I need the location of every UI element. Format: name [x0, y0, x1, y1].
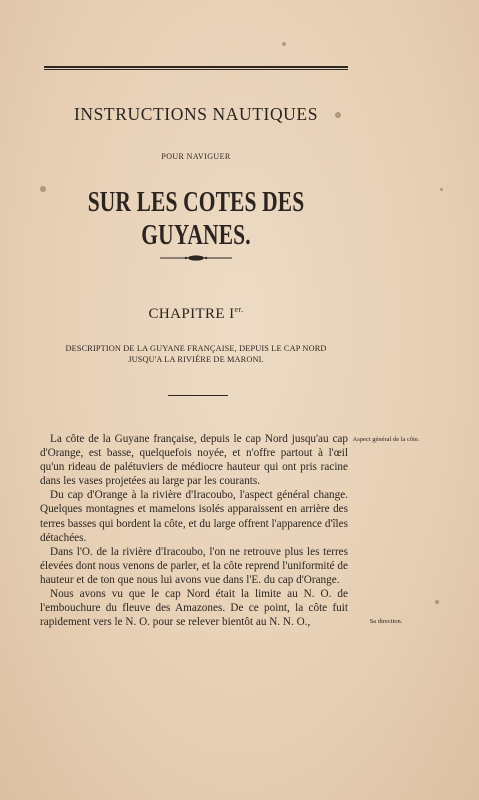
- chapter-heading: [0, 305, 392, 323]
- ornament-divider: [160, 253, 232, 263]
- paragraph: Nous avons vu que le cap Nord était la limite au N. O. de l'embouchure du fleuve des Amazones. De ce point, la côte fuit rapidement vers le N. O. pour se relever bientôt au N. N. O.,: [40, 588, 348, 629]
- header-rule: [44, 66, 348, 70]
- document-subtitle: SUR LES COTES DES GUYANES.: [87, 186, 305, 251]
- margin-note-direction: Sa direction.: [369, 618, 403, 625]
- chapter-rule: [168, 395, 228, 396]
- margin-note-aspect: Aspect général de la côte.: [352, 436, 420, 443]
- title-connector: POUR NAVIGUER: [161, 152, 231, 161]
- paper-stain: [440, 188, 443, 191]
- chapter-description-line: DESCRIPTION DE LA GUYANE FRANÇAISE, DEPUIS LE CAP NORD: [65, 344, 327, 353]
- paper-stain: [282, 42, 286, 46]
- paper-stain: [435, 600, 439, 604]
- chapter-suffix: er.: [234, 305, 244, 314]
- paragraph: Dans l'O. de la rivière d'Iracoubo, l'on ne retrouve plus les terres élevées dont nous venons de parler, et la côte reprend l'uniformité de hauteur et de ton que nous lui avons vue dans l'E. du cap d'Orange.: [40, 545, 348, 586]
- body-text: [40, 432, 348, 629]
- paragraph: Du cap d'Orange à la rivière d'Iracoubo, l'aspect général change. Quelques montagnes et mamelons isolés apparaissent en arrière des terres basses qui bordent la côte, et du large offrent l'apparence d'îles détachées.: [40, 489, 348, 544]
- document-title: INSTRUCTIONS NAUTIQUES: [73, 104, 319, 124]
- chapter-description-line: JUSQU'A LA RIVIÈRE DE MARONI.: [128, 355, 264, 364]
- paper-stain: [40, 186, 46, 192]
- chapter-description: [40, 343, 352, 365]
- paragraph: La côte de la Guyane française, depuis le cap Nord jusqu'au cap d'Orange, est basse, quelquefois noyée, et n'offre partout à l'œil qu'un rideau de palétuviers de médiocre hauteur qui ont pris racine dans les vases projetées au large par les courants.: [40, 433, 348, 488]
- chapter-label: CHAPITRE I: [148, 306, 235, 322]
